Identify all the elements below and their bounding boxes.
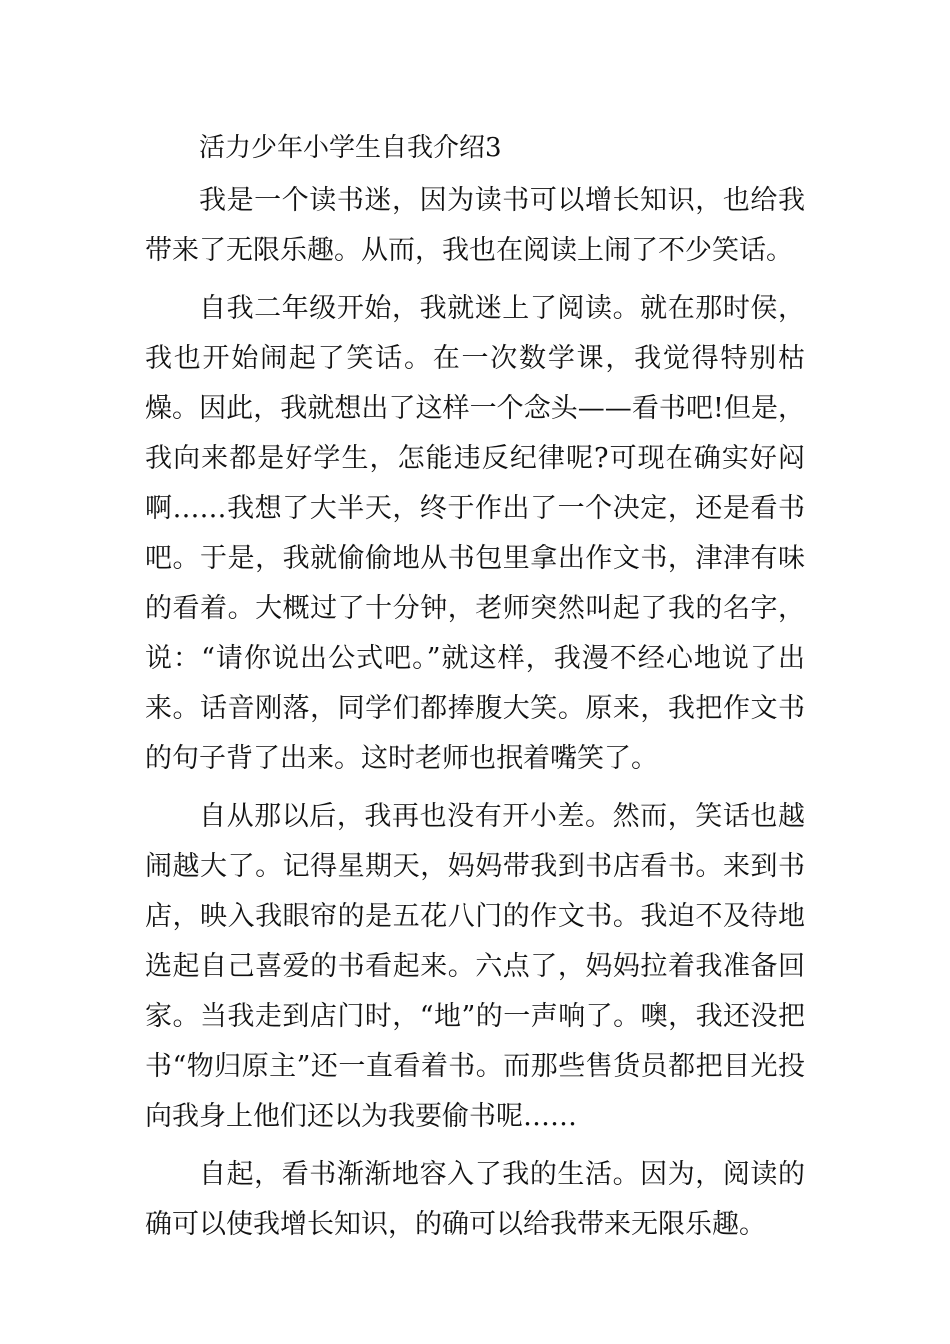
paragraph-2: 自我二年级开始，我就迷上了阅读。就在那时侯，我也开始闹起了笑话。在一次数学课，我觉得特别枯燥。因此，我就想出了这样一个念头——看书吧!但是，我向来都是好学生，怎能违反纪律呢?可现在确实好闷啊……我想了大半天，终于作出了一个决定，还是看书吧。于是，我就偷偷地从书包里拿出作文书，津津有味的看着。大概过了十分钟，老师突然叫起了我的名字，说：“请你说出公式吧。”就这样，我漫不经心地说了出来。话音刚落，同学们都捧腹大笑。原来，我把作文书的句子背了出来。这时老师也抿着嘴笑了。	[145, 293, 805, 774]
paragraph-1: 我是一个读书迷，因为读书可以增长知识，也给我带来了无限乐趣。从而，我也在阅读上闹了不少笑话。	[145, 185, 805, 266]
paragraph-4: 自起，看书渐渐地容入了我的生活。因为，阅读的确可以使我增长知识，的确可以给我带来无限乐趣。	[145, 1159, 805, 1240]
document-title: 活力少年小学生自我介绍3	[199, 133, 502, 163]
paragraph-3: 自从那以后，我再也没有开小差。然而，笑话也越闹越大了。记得星期天，妈妈带我到书店看书。来到书店，映入我眼帘的是五花八门的作文书。我迫不及待地选起自己喜爱的书看起来。六点了，妈妈拉着我准备回家。当我走到店门时，“地”的一声响了。噢，我还没把书“物归原主”还一直看着书。而那些售货员都把目光投向我身上他们还以为我要偷书呢……	[145, 801, 805, 1132]
document-body	[145, 128, 805, 1250]
